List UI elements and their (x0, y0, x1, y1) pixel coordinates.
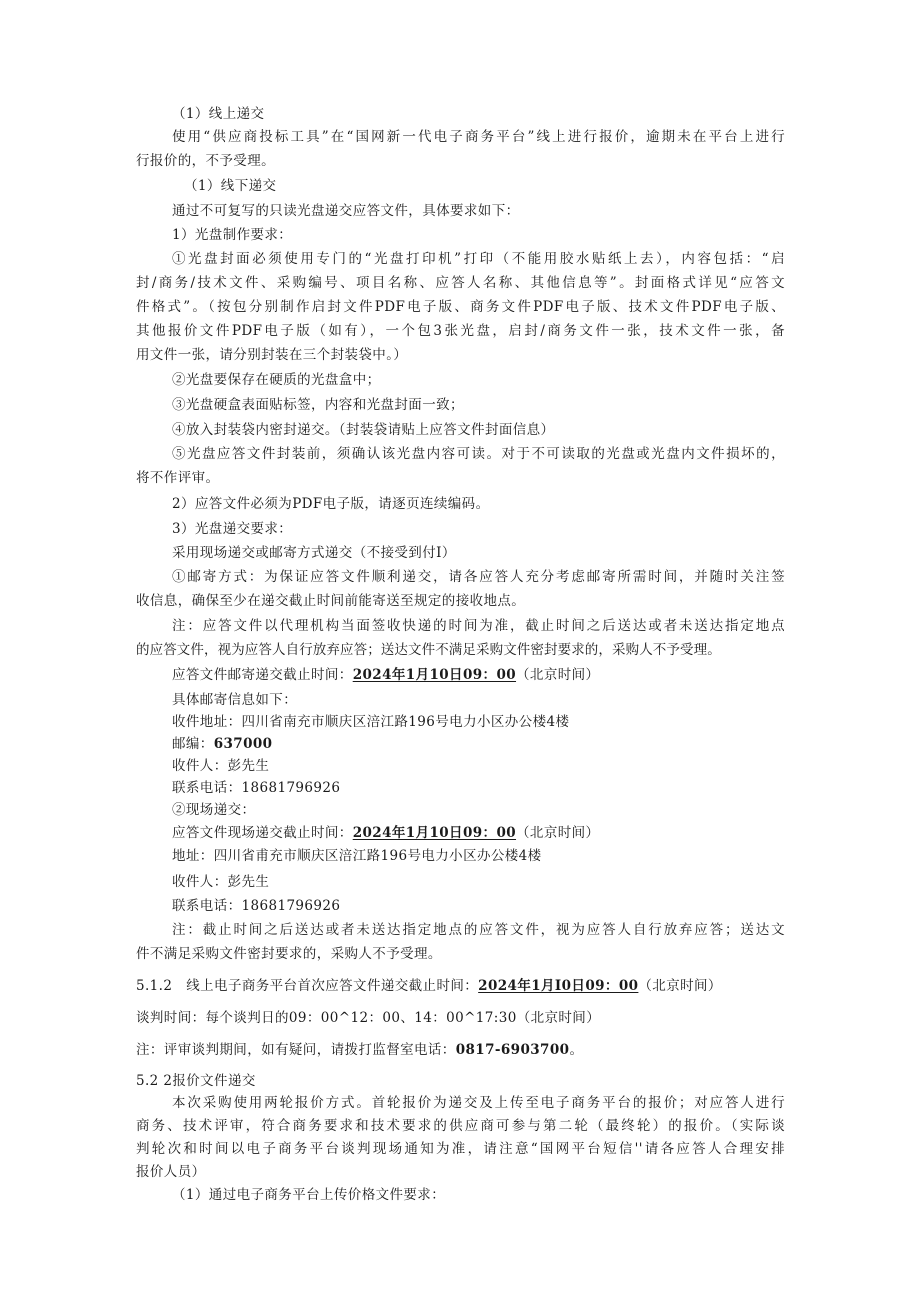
mail-deadline-date: 2024年1月10日09：00 (352, 667, 517, 683)
note-line: 注：应答文件以代理机构当面签收快递的时间为准，截止时间之后送达或者未送达指定地点 (172, 618, 785, 634)
paragraph-line: 报价人员） (136, 1164, 206, 1180)
paragraph-line: 将不作评审。 (136, 470, 220, 486)
subheading-disc-delivery: 3）光盘递交要求： (172, 521, 293, 537)
paragraph-line: 收信息，确保至少在递交截止时间前能寄送至规定的接收地点。 (136, 593, 526, 609)
platform-deadline-date: 2024年1月I0日09：00 (478, 978, 639, 994)
paragraph-line: 使用“供应商投标工具”在“国网新一代电子商务平台”线上进行报价，逾期未在平台上进行 (172, 129, 785, 145)
note-line: 的应答文件，视为应答人自行放弃应答；送达文件不满足采购文件密封要求的，采购人不予受理。 (136, 642, 721, 658)
onsite-address: 地址：四川省甫充市顺庆区涪江路196号电力小区办公楼4楼 (172, 848, 542, 864)
paragraph-line: 本次采购使用两轮报价方式。首轮报价为递交及上传至电子商务平台的报价；对应答人进行 (172, 1095, 785, 1111)
paragraph-line: 通过不可复写的只读光盘递交应答文件，具体要求如下： (172, 203, 520, 219)
note-line: 件不满足采购文件密封要求的，采购人不予受理。 (136, 946, 442, 962)
contact-phone: 联系电话：18681796926 (172, 898, 341, 914)
paragraph-line: 商务、技术评审，符合商务要求和技术要求的供应商可参与第二轮（最终轮）的报价。（实际谈 (136, 1118, 785, 1134)
subheading-price-upload: （1）通过电子商务平台上传价格文件要求： (172, 1187, 446, 1203)
supervision-phone: 0817-6903700 (455, 1042, 570, 1058)
section-5-1-2 (136, 976, 722, 996)
list-item: ⑤光盘应答文件封装前，须确认该光盘内容可读。对于不可读取的光盘或光盘内文件损坏的， (172, 446, 785, 462)
recipient: 收件人：彭先生 (172, 758, 270, 774)
paragraph-line: 采用现场递交或邮寄方式递交（不接受到付I） (172, 545, 456, 561)
mail-deadline-label: 应答文件邮寄递交截止时间： (172, 667, 353, 683)
timezone-note: （北京时间） (516, 825, 600, 841)
section-5-2-heading: 5.2 2报价文件递交 (136, 1073, 256, 1089)
list-item: ②光盘要保存在硬质的光盘盒中； (172, 372, 381, 388)
contact-phone: 联系电话：18681796926 (172, 780, 341, 796)
paragraph-line: 封/商务/技术文件、采购编号、项目名称、应答人名称、其他信息等”。封面格式详见“应答文 (136, 275, 785, 291)
heading-online-submission: （1）线上递交 (172, 106, 265, 122)
recipient: 收件人：彭先生 (172, 874, 270, 890)
supervision-label: 注：评审谈判期间，如有疑问，请拨打监督室电话： (136, 1042, 456, 1058)
list-item: ②现场递交： (172, 802, 256, 818)
postal-code-label: 邮编： (172, 736, 214, 752)
supervision-note (136, 1040, 583, 1060)
mail-deadline-line (172, 665, 599, 685)
mail-address: 收件地址：四川省南充市顺庆区涪江路196号电力小区办公楼4楼 (172, 714, 570, 730)
paragraph-line: ①邮寄方式：为保证应答文件顺利递交，请各应答人充分考虑邮寄所需时间，并随时关注签 (172, 569, 785, 585)
paragraph-line: 件格式”。（按包分别制作启封文件PDF电子版、商务文件PDF电子版、技术文件PDF电子版、 (136, 299, 785, 315)
paragraph-line: 行报价的，不予受理。 (136, 153, 275, 169)
subheading-disc-requirements: 1）光盘制作要求： (172, 227, 293, 243)
subheading-pdf-requirement: 2）应答文件必须为PDF电子版，请逐页连续编码。 (172, 496, 490, 512)
postal-code-line (172, 734, 272, 754)
timezone-note: （北京时间） (638, 978, 722, 994)
negotiation-time: 谈判时间：每个谈判日的09：00^12：00、14：00^17:30（北京时间） (136, 1010, 601, 1026)
postal-code-value: 637000 (213, 736, 273, 752)
onsite-deadline-label: 应答文件现场递交截止时间： (172, 825, 353, 841)
timezone-note: （北京时间） (516, 667, 600, 683)
paragraph-line: ①光盘封面必须使用专门的“光盘打印机”打印（不能用胶水贴纸上去），内容包括：“启 (172, 251, 785, 267)
paragraph-line: 判轮次和时间以电子商务平台谈判现场通知为准，请注意“国网平台短信''请各应答人合理安排 (136, 1141, 785, 1157)
onsite-deadline-line (172, 823, 599, 843)
heading-offline-submission: （1）线下递交 (184, 178, 277, 194)
period: 。 (569, 1042, 584, 1058)
note-line: 注：截止时间之后送达或者未送达指定地点的应答文件，视为应答人自行放弃应答；送达文 (172, 922, 785, 938)
paragraph-line: 用文件一张，请分别封装在三个封装袋中。） (136, 347, 408, 363)
list-item: ③光盘硬盒表面贴标签，内容和光盘封面一致； (172, 397, 464, 413)
paragraph-line: 具体邮寄信息如下： (172, 692, 298, 708)
section-5-1-2-label: 5.1.2 线上电子商务平台首次应答文件递交截止时间： (136, 978, 479, 994)
list-item: ④放入封装袋内密封递交。（封装袋请贴上应答文件封面信息） (172, 422, 555, 438)
onsite-deadline-date: 2024年1月10日09：00 (352, 825, 517, 841)
paragraph-line: 其他报价文件PDF电子版（如有），一个包3张光盘，启封/商务文件一张，技术文件一张，备 (136, 323, 785, 339)
